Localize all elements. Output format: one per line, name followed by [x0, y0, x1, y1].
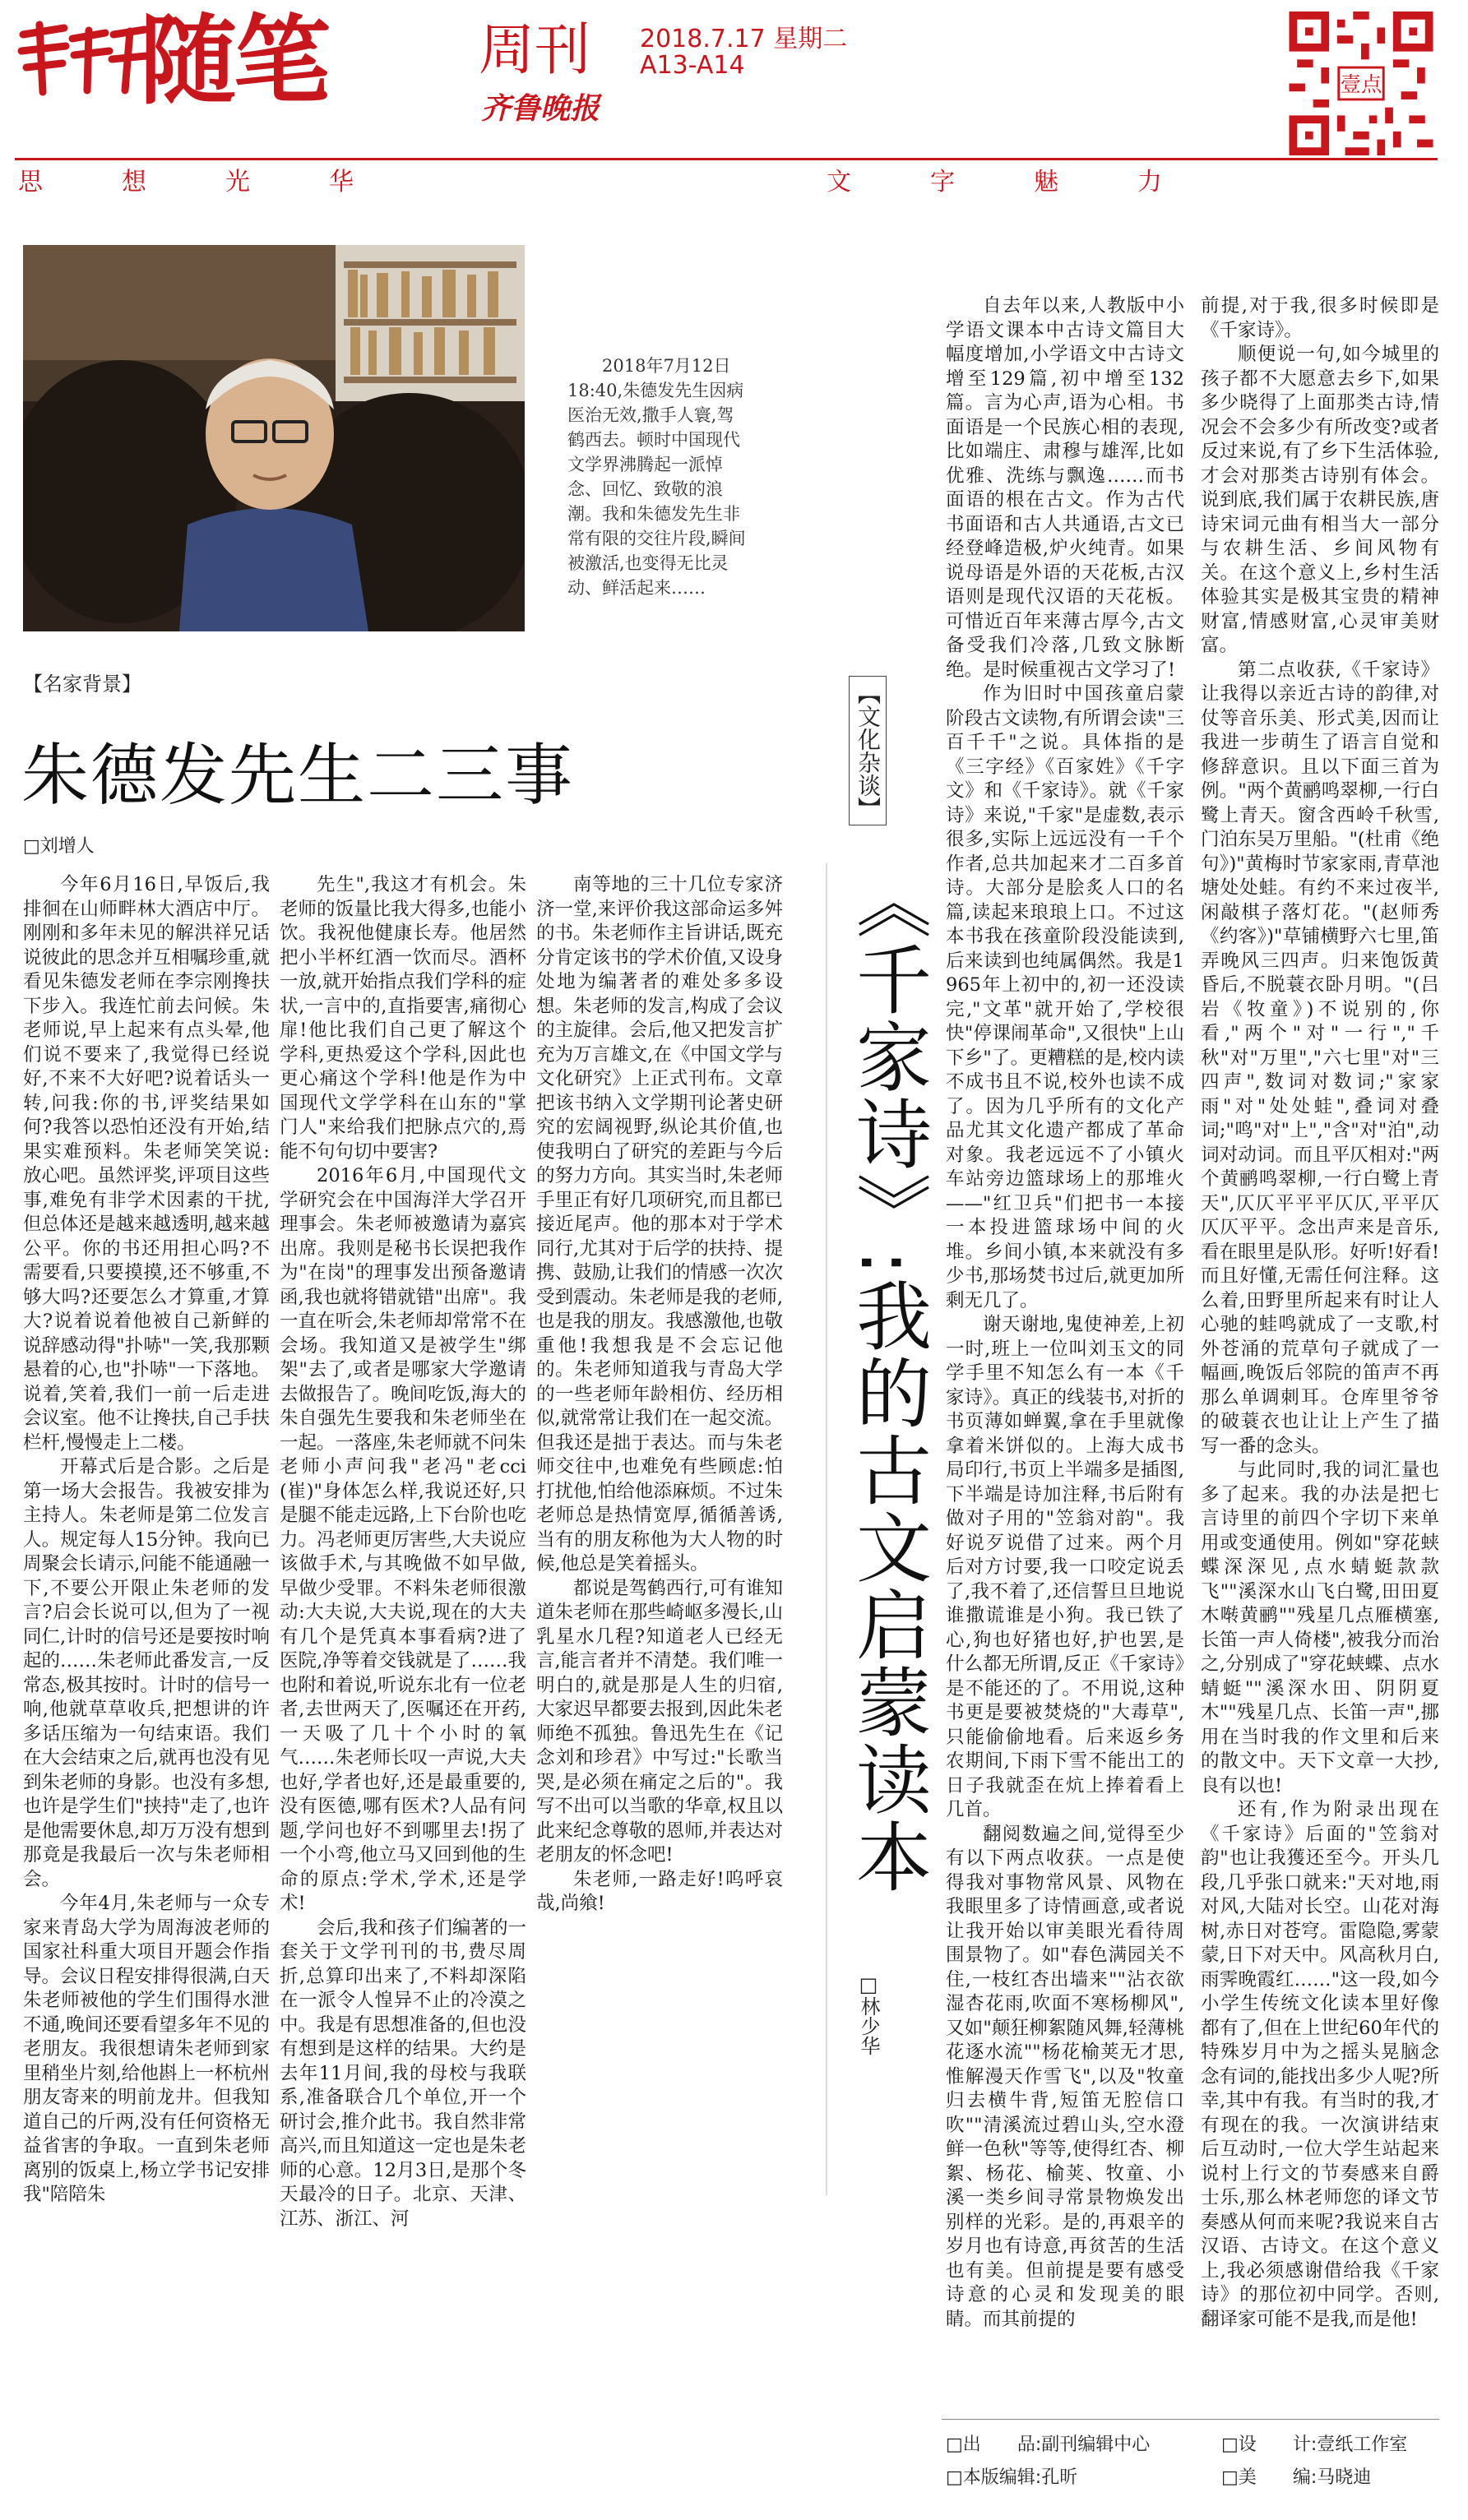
paragraph: 今年4月,朱老师与一众专家来青岛大学为周海波老师的国家社科重大项目开题会作指导。会议日程安排得很满,白天朱老师被他的学生们围得水泄不通,晚间还要看望多年不见的老朋友。我很想请朱老师到家里稍坐片刻,给他斟上一杯杭州朋友寄来的明前龙井。但我知道自己的斤两,没有任何资格无益省害的争取。一直到朱老师离别的饭桌上,杨立学书记安排我"陪陪朱 — [23, 1893, 270, 2205]
masthead-title: 随笔 — [140, 4, 328, 118]
article-column-3 — [536, 873, 783, 2485]
article-headline: 朱德发先生二三事 — [21, 737, 575, 815]
paragraph: 前提,对于我,很多时候即是《千家诗》。 — [1201, 295, 1439, 341]
qingweiliao-logo — [15, 18, 151, 96]
footer-rule — [942, 2419, 1439, 2420]
paragraph: 南等地的三十几位专家济济一堂,来评价我这部命运多舛的书。朱老师作主旨讲话,既充分肯定该书的学术价值,又设身处地为编著者的难处多多设想。朱老师的发言,构成了会议的主旋律。会后,他又把发言扩充为万言雄文,在《中国文学与文化研究》上正式刊布。文章把该书纳入文学期刊论著史研究的宏阔视野,纵论其价值,也使我明白了研究的差距与今后的努力方向。其实当时,朱老师手里正有好几项研究,而且都已接近尾声。他的那本对于学术同行,尤其对于后学的扶持、提携、鼓励,让我们的情感一次次受到震动。朱老师是我的老师,也是我的朋友。我感激他,也敬重他!我想我是不会忘记他的。朱老师知道我与青岛大学的一些老师年龄相仿、经历相似,就常常让我们在一起交流。但我还是拙于表达。而与朱老师交往中,也难免有些顾虑:怕打扰他,怕给他添麻烦。不过朱老师总是热情宽厚,循循善诱,当有的朋友称他为大人物的时候,他总是笑着摇头。 — [536, 874, 783, 1574]
paragraph: 还有,作为附录出现在《千家诗》后面的"笠翁对韵"也让我獲还至今。开头几段,几乎张口就来:"天对地,雨对风,大陆对长空。山花对海树,赤日对苍穹。雷隐隐,雾蒙蒙,日下对天中。风高秋月白,雨霁晚霞红……"这一段,如今小学生传统文化读本里好像都有了,但在上世纪60年代的特殊岁月中为之摇头晃脑念念有词的,能找出多少人呢?所幸,其中有我。有当时的我,才有现在的我。一次演讲结束后互动时,一位大学生站起来说村上行文的节奏感来自爵士乐,那么林老师您的译文节奏感从何而来呢?我说来自古汉语、古诗文。在这个意义上,我必须感谢借给我《千家诗》的那位初中同学。否则,翻译家可能不是我,而是他! — [1201, 1799, 1439, 2330]
article-column-1 — [23, 873, 270, 2485]
paragraph: 顺便说一句,如今城里的孩子都不大愿意去乡下,如果多少晓得了上面那类古诗,情况会不会多少有所改变?或者反过来说,有了乡下生活体验,才会对那类古诗别有体会。说到底,我们属于农耕民族,唐诗宋词元曲有相当大一部分与农耕生活、乡间风物有关。在这个意义上,乡村生活体验其实是极其宝贵的精神财富,情感财富,心灵审美财富。 — [1201, 344, 1439, 656]
masthead-divider — [15, 158, 1438, 160]
credit-value: 编:马晓迪 — [1292, 2467, 1372, 2488]
article-column-5 — [1201, 294, 1439, 2399]
paragraph: 朱老师,一路走好!呜呼哀哉,尚飨! — [536, 1868, 783, 1914]
issue-date — [640, 18, 847, 54]
photo-caption — [567, 354, 748, 600]
paragraph: 翻阅数遍之间,觉得至少有以下两点收获。一点是使得我对事物常风景、风物在我眼里多了诗情画意,或者说让我开始以审美眼光看待周围景物了。如"春色满园关不住,一枝红杏出墙来""沾衣欲湿杏花雨,吹面不寒杨柳风",又如"颠狂柳絮随风舞,轻薄桃花逐水流""杨花榆荚无才思,惟解漫天作雪飞",以及"牧童归去横牛背,短笛无腔信口吹""清溪流过碧山头,空水澄鲜一色秋"等等,使得红杏、柳絮、杨花、榆荚、牧童、小溪一类乡间寻常景物焕发出别样的光彩。是的,再艰辛的岁月也有诗意,再贫苦的生活也有美。但前提是要有感受诗意的心灵和发现美的眼睛。而其前提的 — [946, 1823, 1184, 2330]
section-tag: 【名家背景】 — [23, 673, 141, 696]
issue-date-value: 2018.7.17 — [640, 25, 766, 53]
paragraph: 先生",我这才有机会。朱老师的饭量比我大得多,也能小饮。我祝他健康长寿。他居然把小半杯红酒一饮而尽。酒杯一放,就开始指点我们学科的症状,一言中的,直指要害,痛彻心扉!他比我们自己更了解这个学科,更热爱这个学科,因此也更心痛这个学科!他是作为中国现代文学学科在山东的"掌门人"来给我们把脉点穴的,焉能不句句切中要害? — [280, 874, 526, 1163]
paragraph: 会后,我和孩子们编著的一套关于文学刊刊的书,费尽周折,总算印出来了,不料却深陷在一派令人惶异不止的冷漠之中。我是有思想准备的,但也没有想到是这样的结果。大约是去年11月间,我的母校与我联系,准备联合几个单位,开一个研讨会,推介此书。我自然非常高兴,而且知道这一定也是朱老师的心意。12月3日,是那个冬天最冷的日子。北京、天津、江苏、浙江、河 — [280, 1917, 526, 2230]
issue-weekday: 星期二 — [773, 25, 848, 53]
credit-label: 本版编辑: — [962, 2467, 1042, 2488]
slogan-right: 文字魅力 — [827, 168, 1241, 197]
slogan-left: 思想光华 — [18, 168, 433, 197]
paragraph: 自去年以来,人教版中小学语文课本中古诗文篇目大幅度增加,小学语文中古诗文增至129篇,初中增至132篇。言为心声,语为心相。书面语是一个民族心相的表现,比如端庄、肃穆与雄浑,比如优雅、洗练与飘逸……而书面语的根在古文。作为古代书面语和古人共通语,古文已经登峰造极,炉火纯青。如果说母语是外语的天花板,古汉语则是现代汉语的天花板。可惜近百年来薄古厚今,古文备受我们冷落,几致文脉断绝。是时候重视古文学习了! — [946, 295, 1184, 681]
credit-value: 孔昕 — [1041, 2467, 1078, 2488]
credit-label: 设 — [1238, 2434, 1257, 2455]
masthead-paper-name: 齐鲁晚报 — [481, 91, 600, 126]
credit-label: 出 — [962, 2434, 981, 2455]
portrait-photo — [23, 245, 525, 631]
article-byline-vertical: □林少华 — [857, 1973, 880, 2055]
article-byline: □刘增人 — [23, 836, 95, 857]
credit-value: 品:副刊编辑中心 — [1016, 2434, 1151, 2455]
article-headline-vertical: 《千家诗》:我的古文启蒙读本 — [844, 863, 932, 1895]
credit-editor: □本版编辑:孔昕 — [946, 2467, 1078, 2488]
credit-label: 美 — [1238, 2467, 1257, 2488]
qr-badge-text: 壹点 — [1340, 72, 1382, 97]
paragraph: 都说是驾鹤西行,可有谁知道朱老师在那些崎岖多漫长,山乳星水几程?知道老人已经无言,能言者并不清楚。我们唯一明白的,就是那是人生的归宿,大家迟早都要去报到,因此朱老师绝不孤独。鲁迅先生在《记念刘和珍君》中写过:"长歌当哭,是必须在痛定之后的"。我写不出可以当歌的华章,权且以此来纪念尊敬的恩师,并表达对老朋友的怀念吧! — [536, 1577, 783, 1866]
credit-value: 计:壹纸工作室 — [1292, 2434, 1408, 2455]
credit-art: □美 编:马晓迪 — [1221, 2467, 1372, 2488]
section-tag-vertical: 【文化杂谈】 — [849, 676, 887, 825]
credit-design: □设 计:壹纸工作室 — [1221, 2434, 1408, 2455]
qr-code-icon[interactable] — [1287, 12, 1435, 155]
paragraph: 谢天谢地,鬼使神差,上初一时,班上一位叫刘玉文的同学手里不知怎么有一本《千家诗》。真正的线装书,对折的书页薄如蝉翼,拿在手里就像拿着米饼似的。上海大成书局印行,书页上半端多是插图,下半端是诗加注释,书后附有做对子用的"笠翁对韵"。我好说歹说借了过来。两个月后对方讨要,我一口咬定说丢了,我不着了,还信誓旦旦地说谁撒谎谁是小狗。我已铁了心,狗也好猪也好,护也罢,是什么都无所谓,反正《千家诗》是不能还的了。不用说,这种书更是要被焚烧的"大毒草",只能偷偷地看。后来返乡务农期间,下雨下雪不能出工的日子我就歪在炕上捧着看上几首。 — [946, 1314, 1184, 1820]
paragraph: 第二点收获,《千家诗》让我得以亲近古诗的韵律,对仗等音乐美、形式美,因而让我进一步萌生了语言自觉和修辞意识。且以下面三首为例。"两个黄鹂鸣翠柳,一行白鹭上青天。窗含西岭千秋雪,门泊东吴万里船。"(杜甫《绝句》)"黄梅时节家家雨,青草池塘处处蛙。有约不来过夜半,闲敲棋子落灯花。"(赵师秀《约客》)"草铺横野六七里,笛弄晚风三四声。归来饱饭黄昏后,不脱蓑衣卧月明。"(吕岩《牧童》)不说别的,你看,"两个"对"一行","千秋"对"万里","六七里"对"三四声",数词对数词;"家家雨"对"处处蛙",叠词对叠词;"鸣"对"上","含"对"泊",动词对动词。而且平仄相对:"两个黄鹂鸣翠柳,一行白鹭上青天",仄仄平平平仄仄,平平仄仄仄平平。念出声来是音乐,看在眼里是队形。好听!好看!而且好懂,无需任何注释。这么着,田野里所起来有时让人心驰的蛙鸣就成了一支歌,村外苍涌的荒草句子就成了一幅画,晚饭后邻院的笛声不再那么单调刺耳。仓库里爷爷的破蓑衣也让让上产生了描写一番的念头。 — [1201, 659, 1439, 1457]
article-column-2 — [280, 873, 526, 2485]
column-divider — [826, 863, 827, 2195]
paragraph: 与此同时,我的词汇量也多了起来。我的办法是把七言诗里的前四个字切下来单用或变通使用。例如"穿花蛱蝶深深见,点水蜻蜓款款飞""溪深水山飞白鹭,田田夏木啭黄鹂""残星几点雁横塞,长笛一声人倚楼",被我分而治之,分别成了"穿花蛱蝶、点水蜻蜓""溪深水田、阴阴夏木""残星几点、长笛一声",挪用在当时我的作文里和后来的散文中。天下文章一大抄,良有以也! — [1201, 1459, 1439, 1796]
paragraph: 2016年6月,中国现代文学研究会在中国海洋大学召开理事会。朱老师被邀请为嘉宾出席。我则是秘书长误把我作为"在岗"的理事发出预备邀请函,我也就将错就错"出席"。我一直在听会,朱老师却常常不在会场。我知道又是被学生"绑架"去了,或者是哪家大学邀请去做报告了。晚间吃饭,海大的朱自强先生要我和朱老师坐在一起。一落座,朱老师就不问朱老师小声问我"老冯"老cci(崔)"身体怎么样,我说还好,只是腿不能走远路,上下台阶也吃力。冯老师更厉害些,大夫说应该做手术,与其晚做不如早做,早做少受罪。不料朱老师很激动:大夫说,大夫说,现在的大夫有几个是凭真本事看病?进了医院,净等着交钱就是了……我也附和着说,听说东北有一位老者,去世两天了,医嘱还在开药,一天吸了几十个小时的氧气……朱老师长叹一声说,大夫也好,学者也好,还是最重要的,没有医德,哪有医术?人品有问题,学问也好不到哪里去!拐了一个小弯,他立马又回到他的生命的原点:学术,学术,还是学术! — [280, 1165, 526, 1914]
credit-producer: □出 品:副刊编辑中心 — [946, 2434, 1151, 2455]
issue-pages: A13-A14 — [640, 51, 745, 80]
caption-text: 18:40,朱德发先生因病医治无效,撒手人寰,驾鹤西去。顿时中国现代文学界沸腾起一派悼念、回忆、致敬的浪潮。我和朱德发先生非常有限的交往片段,瞬间被激活,也变得无比灵动、鲜活起来…… — [567, 381, 746, 598]
article-column-4 — [946, 294, 1184, 2399]
paragraph: 开幕式后是合影。之后是第一场大会报告。我被安排为主持人。朱老师是第二位发言人。规定每人15分钟。我向已周聚会长请示,问能不能通融一下,不要公开限止朱老师的发言?启会长说可以,但为了一视同仁,计时的信号还是要按时响起的……朱老师此番发言,一反常态,极其按时。计时的信号一响,他就草草收兵,把想讲的许多话压缩为一句结束语。我们在大会结束之后,就再也没有见到朱老师的身影。也没有多想,也许是学生们"挟持"走了,也许是他需要休息,却万万没有想到那竟是我最后一次与朱老师相会。 — [23, 1456, 270, 1890]
caption-date: 2018年7月12日 — [602, 356, 731, 376]
paragraph: 今年6月16日,早饭后,我排徊在山师畔林大酒店中厅。刚刚和多年未见的解洪祥兄话说彼此的思念并互相嘱珍重,就看见朱德发老师在李宗刚搀扶下步入。我连忙前去问候。朱老师说,早上起来有点头晕,他们说不要来了,我觉得已经说好,不来不大好吧?说着话头一转,问我:你的书,评奖结果如何?我答以恐怕还没有开始,结果实难预料。朱老师笑笑说:放心吧。虽然评奖,评项目这些事,难免有非学术因素的干扰,但总体还是越来越透明,越来越公平。你的书还用担心吗?不需要看,只要摸摸,还不够重,不够大吗?还要怎么才算重,才算大?说着说着他被自己新鲜的说辞感动得"扑哧"一笑,我那颗悬着的心,也"扑哧"一下落地。说着,笑着,我们一前一后走进会议室。他不让搀扶,自己手扶栏杆,慢慢走上二楼。 — [23, 874, 270, 1454]
paragraph: 作为旧时中国孩童启蒙阶段古文读物,有所谓会读"三百千千"之说。具体指的是《三字经》《百家姓》《千字文》和《千家诗》。就《千家诗》来说,"千家"是虚数,表示很多,实际上远远没有一千个作者,总共加起来才二百多首诗。大部分是脍炙人口的名篇,读起来琅琅上口。不过这本书我在孩童阶段没能读到,后来读到也纯属偶然。我是1965年上初中的,初一还没读完,"文革"就开始了,学校很快"停课闹革命",又很快"上山下乡"了。更糟糕的是,校内读不成书且不说,校外也读不成了。因为几乎所有的文化产品尤其文化遗产都成了革命对象。我老远远不了小镇火车站旁边篮球场上的那堆火——"红卫兵"们把书一本接一本投进篮球场中间的火堆。乡间小镇,本来就没有多少书,那场焚书过后,就更加所剩无几了。 — [946, 683, 1184, 1311]
masthead-weekly: 周刊 — [479, 18, 591, 83]
